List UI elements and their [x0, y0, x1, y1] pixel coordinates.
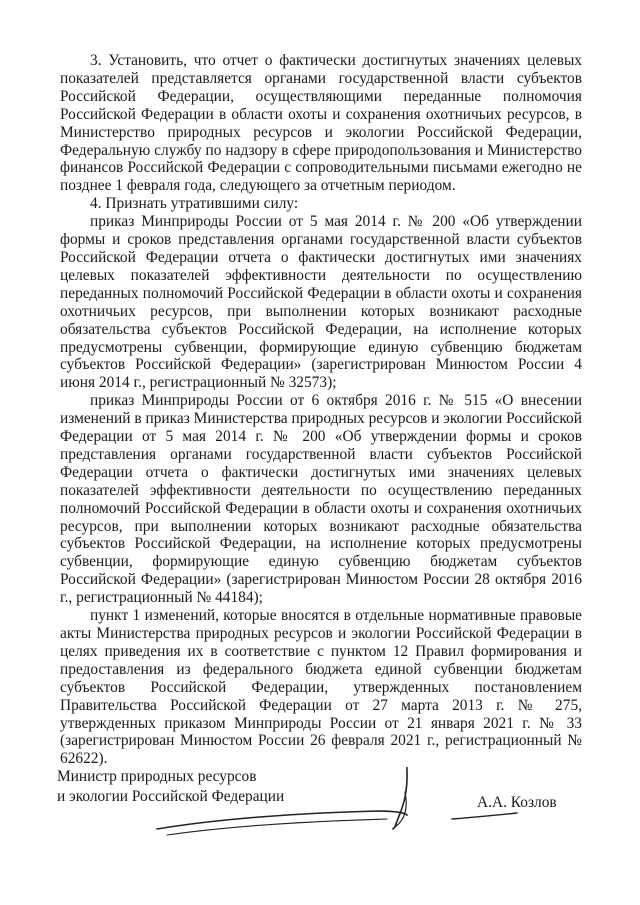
- document-body: [60, 52, 582, 768]
- signatory-title-line2: и экологии Российской Федерации: [57, 788, 285, 805]
- signatory-name: А.А. Козлов: [477, 794, 557, 811]
- paragraph-item-1: пункт 1 изменений, которые вносятся в отдельные нормативные правовые акты Министерства природных ресурсов и экологии Российской Федерации в целях приведения их в соответствие с пунктом 12 Правил формирования и предоставления из федерального бюджета единой субвенции бюджетам субъектов Российской Федерации, утвержденных постановлением Правительства Российской Федерации от 27 марта 2013 г. № 275, утвержденных приказом Минприроды России от 21 января 2021 г. № 33 (зарегистрирован Минюстом России 26 февраля 2021 г., регистрационный № 62622).: [60, 607, 582, 768]
- paragraph-3: 3. Установить, что отчет о фактически достигнутых значениях целевых показателей представляется органами государственной власти субъектов Российской Федерации, осуществляющими переданные полномочия Российской Федерации в области охоты и сохранения охотничьих ресурсов, в Министерство природных ресурсов и экологии Российской Федерации, Федеральную службу по надзору в сфере природопользования и Министерство финансов Российской Федерации с сопроводительными письмами ежегодно не позднее 1 февраля года, следующего за отчетным периодом.: [60, 52, 582, 195]
- paragraph-order-200: приказ Минприроды России от 5 мая 2014 г. № 200 «Об утверждении формы и сроков представления органами государственной власти субъектов Российской Федерации отчета о фактически достигнутых ими значениях целевых показателей эффективности деятельности по осуществлению переданных полномочий Российской Федерации в области охоты и сохранения охотничьих ресурсов, при выполнении которых возникают расходные обязательства субъектов Российской Федерации, на исполнение которых предусмотрены субвенции, формирующие единую субвенцию бюджетам субъектов Российской Федерации» (зарегистрирован Минюстом России 4 июня 2014 г., регистрационный № 32573);: [60, 213, 582, 392]
- signatory-title-line1: Министр природных ресурсов: [57, 768, 257, 785]
- paragraph-4: 4. Признать утратившими силу:: [90, 195, 299, 213]
- paragraph-order-515: приказ Минприроды России от 6 октября 2016 г. № 515 «О внесении изменений в приказ Министерства природных ресурсов и экологии Российской Федерации от 5 мая 2014 г. № 200 «Об утверждении формы и сроков представления органами государственной власти субъектов Российской Федерации отчета о фактически достигнутых ими значениях целевых показателей эффективности деятельности по осуществлению переданных полномочий Российской Федерации в области охоты и сохранения охотничьих ресурсов, при выполнении которых возникают расходные обязательства субъектов Российской Федерации, на исполнение которых предусмотрены субвенции, формирующие единую субвенцию бюджетам субъектов Российской Федерации» (зарегистрирован Минюстом России 28 октября 2016 г., регистрационный № 44184);: [60, 392, 582, 607]
- handwritten-signature-icon: [57, 767, 587, 867]
